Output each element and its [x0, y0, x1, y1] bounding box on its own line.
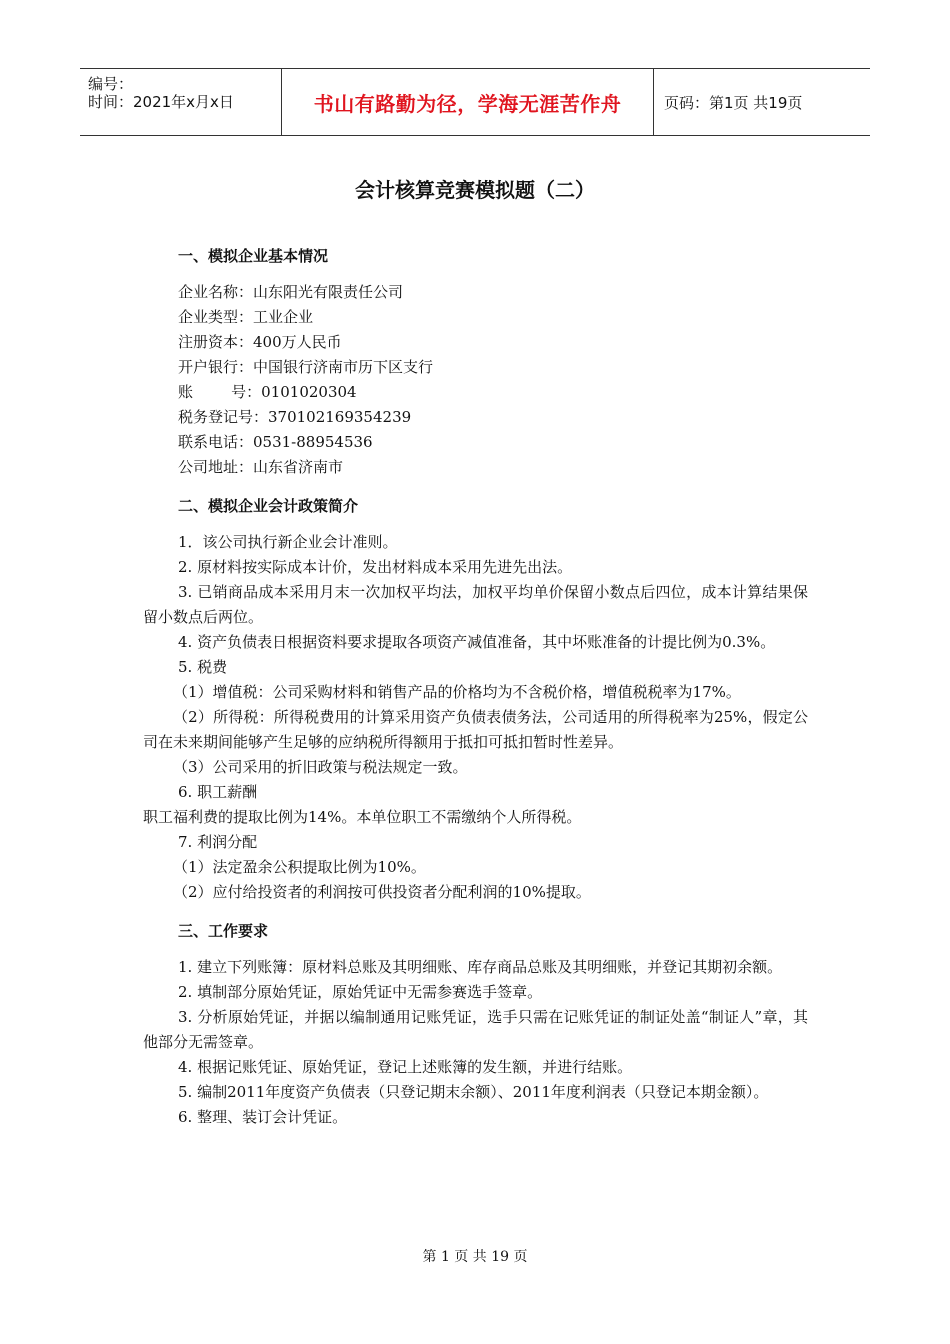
account-number: 账 号：0101020304: [178, 383, 357, 401]
list-item: 3. 分析原始凭证，并据以编制通用记账凭证，选手只需在记账凭证的制证处盖“制证人”章，其他部分无需签章。: [143, 1008, 808, 1051]
tax-id: 税务登记号：370102169354239: [178, 408, 412, 426]
section-heading-requirements: 三、工作要求: [178, 922, 269, 940]
header-page-number: 页码：第1页 共19页: [664, 93, 803, 112]
list-item: （1）增值税：公司采购材料和销售产品的价格均为不含税价格，增值税税率为17%。: [173, 683, 741, 701]
document-number: 编号：: [88, 75, 134, 93]
document-time: 时间：2021年x月x日: [88, 93, 234, 111]
list-item: 2. 填制部分原始凭证，原始凭证中无需参赛选手签章。: [178, 983, 543, 1001]
company-info: [143, 280, 808, 480]
section-heading-policy: 二、模拟企业会计政策简介: [178, 497, 359, 515]
company-name: 企业名称：山东阳光有限责任公司: [178, 283, 404, 301]
list-item: （2）所得税：所得税费用的计算采用资产负债表债务法，公司适用的所得税率为25%，假定公司在未来期间能够产生足够的应纳税所得额用于抵扣可抵扣暂时性差异。: [143, 708, 808, 751]
page-footer: 第 1 页 共 19 页: [422, 1249, 528, 1265]
requirements-list: [143, 955, 808, 1130]
list-item: 1．该公司执行新企业会计准则。: [178, 533, 398, 551]
header-motto-cell: [282, 69, 654, 135]
list-item: （3）公司采用的折旧政策与税法规定一致。: [173, 758, 468, 776]
section-heading-company: 一、模拟企业基本情况: [178, 247, 329, 265]
list-item: 7. 利润分配: [178, 833, 258, 851]
motto: 书山有路勤为径，学海无涯苦作舟: [313, 91, 622, 116]
list-item: （2）应付给投资者的利润按可供投资者分配利润的10%提取。: [173, 883, 591, 901]
header-table: [80, 68, 870, 136]
header-page-cell: [654, 69, 870, 135]
list-item: 职工福利费的提取比例为14%。本单位职工不需缴纳个人所得税。: [143, 808, 582, 826]
company-type: 企业类型：工业企业: [178, 308, 314, 326]
list-item: 6. 职工薪酬: [178, 783, 258, 801]
list-item: 3. 已销商品成本采用月末一次加权平均法，加权平均单价保留小数点后四位，成本计算结果保留小数点后两位。: [143, 583, 808, 626]
registered-capital: 注册资本：400万人民币: [178, 333, 342, 351]
document-body: [143, 244, 808, 1130]
list-item: 6. 整理、装订会计凭证。: [178, 1108, 348, 1126]
address: 公司地址：山东省济南市: [178, 458, 344, 476]
phone: 联系电话：0531-88954536: [178, 433, 373, 451]
list-item: 1. 建立下列账簿：原材料总账及其明细账、库存商品总账及其明细账，并登记其期初余额。: [178, 958, 783, 976]
policy-list: [143, 530, 808, 905]
list-item: 5. 税费: [178, 658, 228, 676]
list-item: 4. 资产负债表日根据资料要求提取各项资产减值准备，其中坏账准备的计提比例为0.3%。: [178, 633, 776, 651]
header-meta-cell: [80, 69, 282, 135]
document-title: 会计核算竞赛模拟题（二）: [355, 178, 595, 202]
bank: 开户银行：中国银行济南市历下区支行: [178, 358, 434, 376]
list-item: （1）法定盈余公积提取比例为10%。: [173, 858, 426, 876]
list-item: 4. 根据记账凭证、原始凭证，登记上述账簿的发生额，并进行结账。: [178, 1058, 633, 1076]
list-item: 5. 编制2011年度资产负债表（只登记期末余额）、2011年度利润表（只登记本期金额）。: [178, 1083, 769, 1101]
list-item: 2. 原材料按实际成本计价，发出材料成本采用先进先出法。: [178, 558, 573, 576]
